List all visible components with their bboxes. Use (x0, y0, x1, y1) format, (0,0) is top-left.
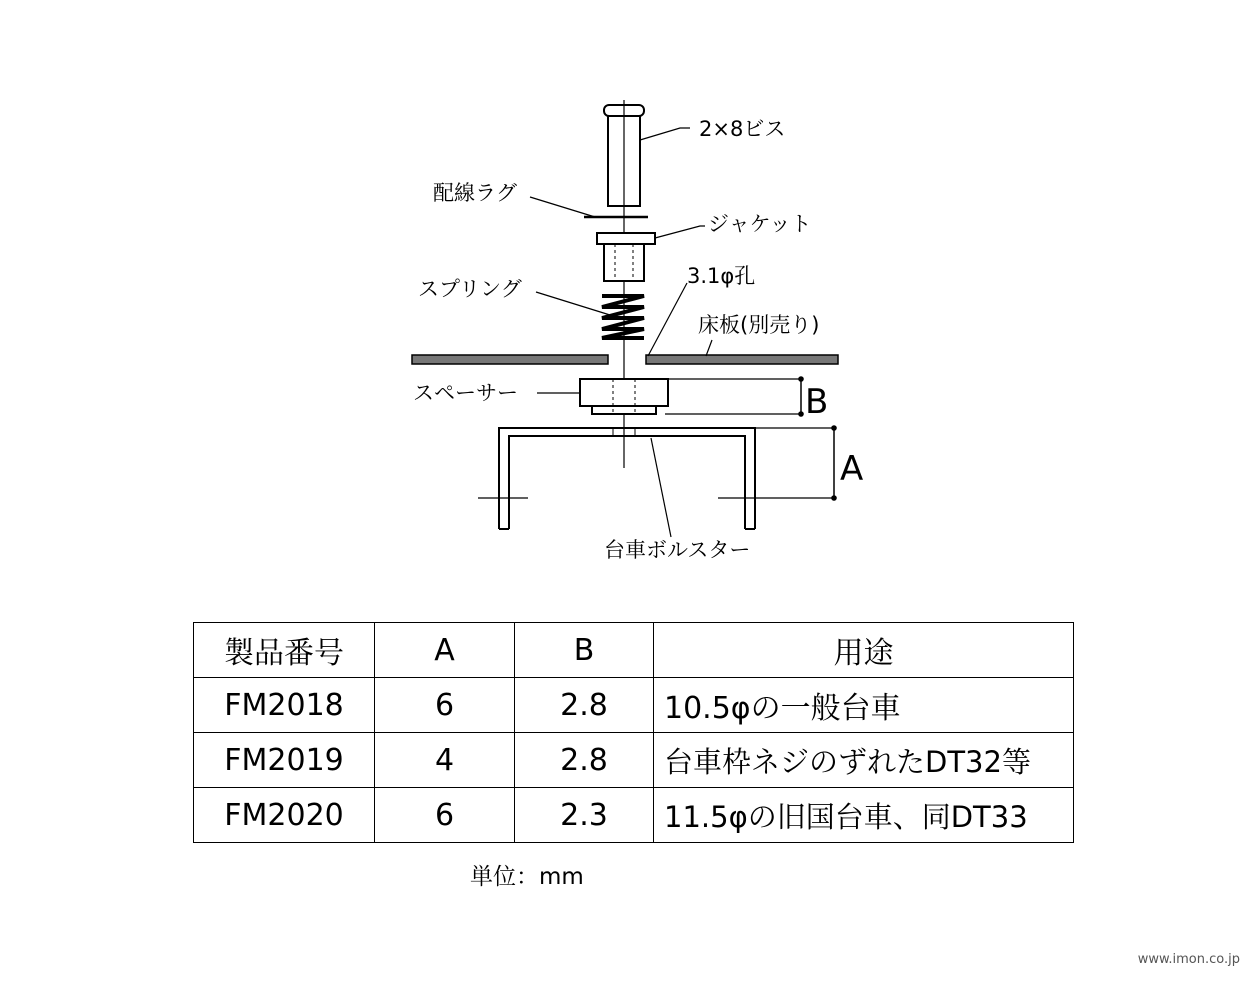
cell-b: 2.8 (515, 678, 654, 733)
cell-use: 10.5φの一般台車 (654, 678, 1074, 733)
table-header-row (194, 623, 1074, 678)
spacer-part (580, 379, 668, 414)
cell-code: FM2019 (194, 733, 375, 788)
cell-a: 6 (375, 788, 515, 843)
cell-a: 4 (375, 733, 515, 788)
table-row (194, 678, 1074, 733)
cell-use: 11.5φの旧国台車、同DT33 (654, 788, 1074, 843)
floor-plate-part (412, 355, 838, 364)
floor-plate-label: 床板(別売り) (698, 313, 820, 337)
screw-part (604, 105, 644, 206)
cell-code: FM2020 (194, 788, 375, 843)
jacket-part (597, 233, 655, 281)
dimension-a (755, 425, 863, 501)
bolster-part (478, 428, 835, 529)
site-watermark: www.imon.co.jp (1137, 952, 1240, 967)
hole-label: 3.1φ孔 (687, 264, 756, 288)
header-b: B (515, 623, 654, 678)
cell-b: 2.3 (515, 788, 654, 843)
unit-note: 単位：mm (470, 864, 584, 890)
screw-label: 2×8ビス (699, 117, 786, 141)
cell-a: 6 (375, 678, 515, 733)
bolster-label: 台車ボルスター (604, 538, 751, 562)
header-product-number: 製品番号 (194, 623, 375, 678)
spring-part (602, 296, 644, 338)
table-row (194, 788, 1074, 843)
wiring-lug-label: 配線ラグ (433, 181, 517, 205)
jacket-label: ジャケット (708, 212, 812, 236)
dimension-b-label: B (805, 382, 829, 422)
header-use: 用途 (654, 623, 1074, 678)
spacer-label: スペーサー (413, 381, 518, 405)
header-a: A (375, 623, 515, 678)
dimension-a-label: A (840, 449, 864, 489)
table-row (194, 733, 1074, 788)
dimension-b (660, 376, 828, 422)
cell-use: 台車枠ネジのずれたDT32等 (654, 733, 1074, 788)
cell-b: 2.8 (515, 733, 654, 788)
spring-label: スプリング (418, 277, 522, 301)
cell-code: FM2018 (194, 678, 375, 733)
spec-table (193, 622, 1074, 843)
